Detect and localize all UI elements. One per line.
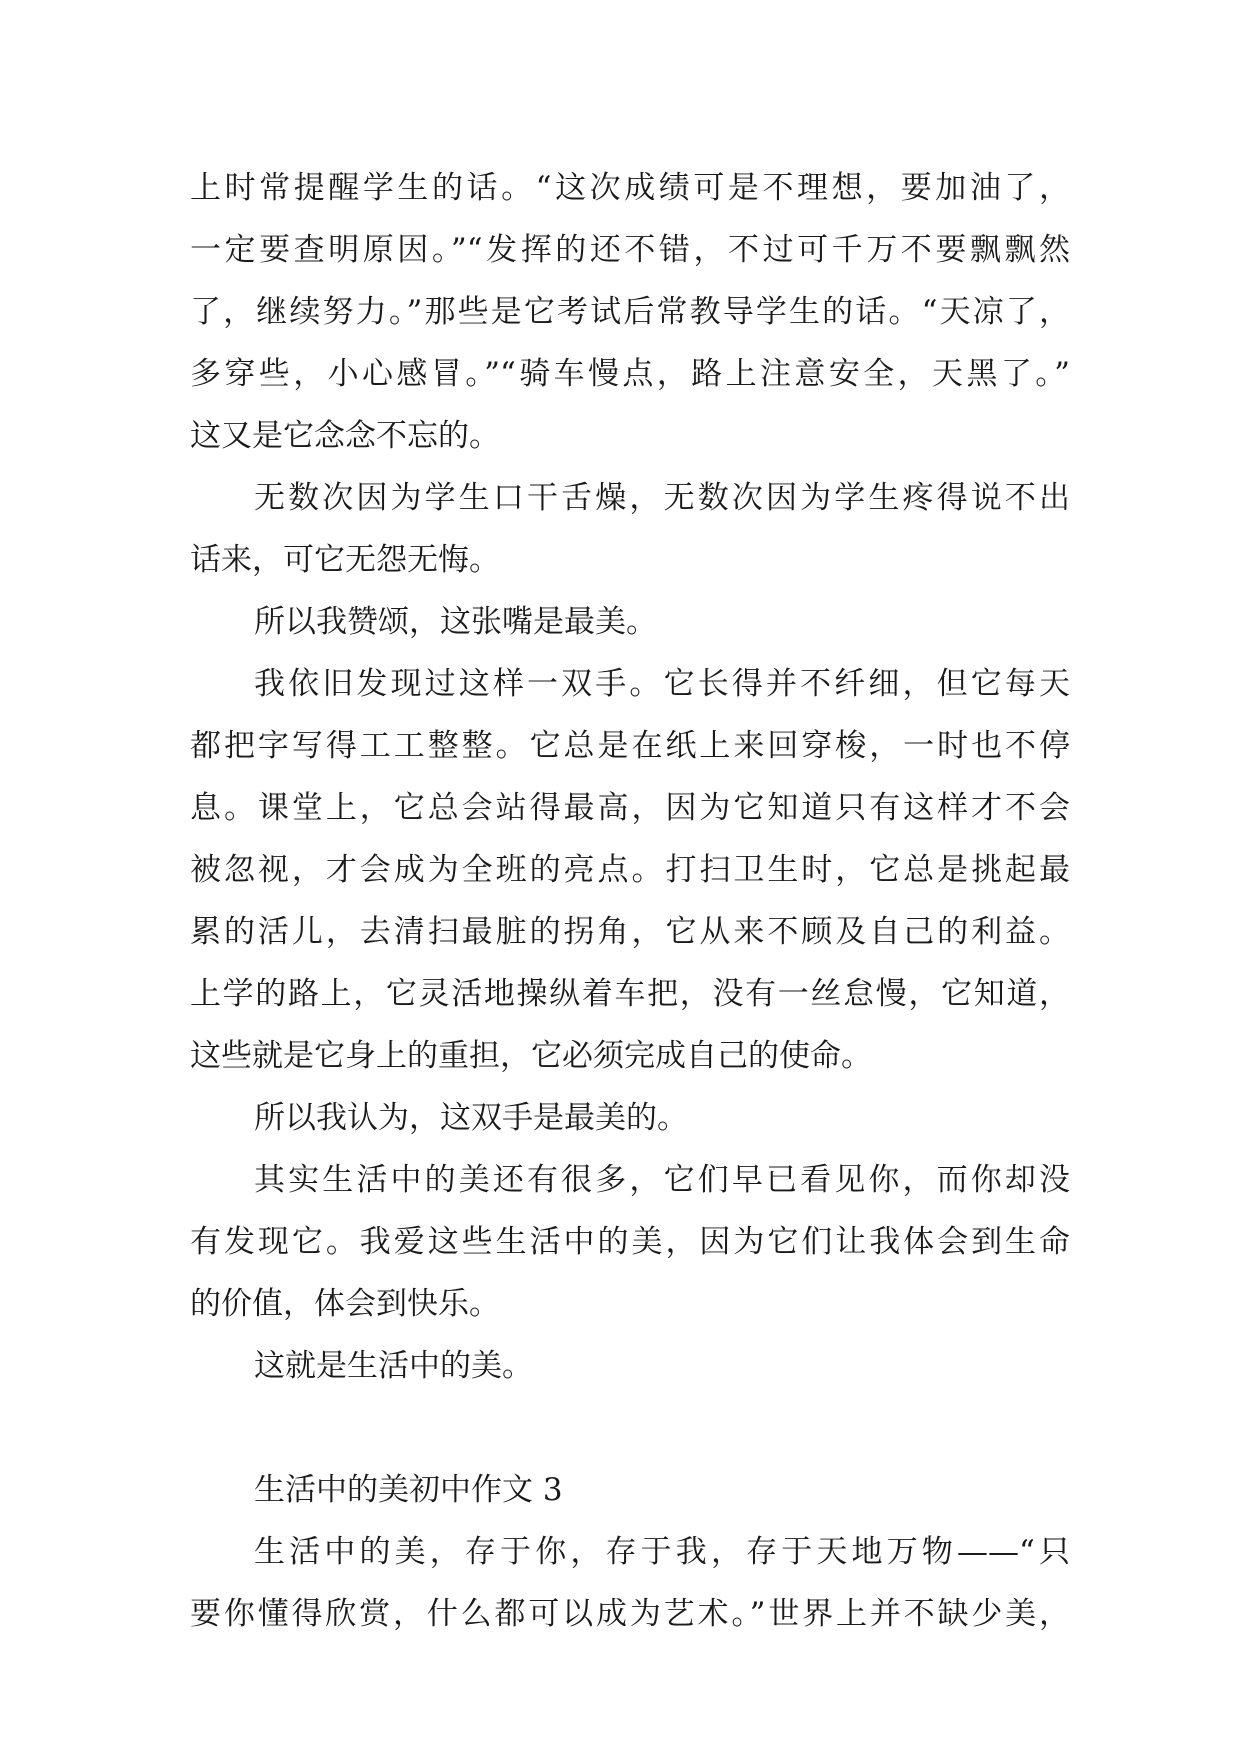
section-gap <box>190 1397 1070 1459</box>
text-line: 累的活儿，去清扫最脏的拐角，它从来不顾及自己的利益。 <box>190 914 1070 950</box>
text-line: 要你懂得欣赏，什么都可以成为艺术。”世界上并不缺少美， <box>190 1596 1070 1632</box>
text-line: 这又是它念念不忘的。 <box>190 418 500 454</box>
paragraph-start-line: 无数次因为学生口干舌燥，无数次因为学生疼得说不出 <box>254 480 1070 516</box>
text-line: 了，继续努力。”那些是它考试后常教导学生的话。“天凉了， <box>190 294 1070 330</box>
section-heading: 生活中的美初中作文 3 <box>254 1472 563 1508</box>
essay-body <box>190 157 1070 1645</box>
text-line: 上学的路上，它灵活地操纵着车把，没有一丝怠慢，它知道， <box>190 976 1070 1012</box>
paragraph-start-line: 所以我认为，这双手是最美的。 <box>254 1100 688 1136</box>
paragraph-start-line: 这就是生活中的美。 <box>254 1348 533 1384</box>
text-line: 这些就是它身上的重担，它必须完成自己的使命。 <box>190 1038 872 1074</box>
text-line: 息。课堂上，它总会站得最高，因为它知道只有这样才不会 <box>190 790 1070 826</box>
text-line: 一定要查明原因。”“发挥的还不错，不过可千万不要飘飘然 <box>190 232 1070 268</box>
text-line: 多穿些，小心感冒。”“骑车慢点，路上注意安全，天黑了。” <box>190 356 1070 392</box>
text-line: 被忽视，才会成为全班的亮点。打扫卫生时，它总是挑起最 <box>190 852 1070 888</box>
text-line: 有发现它。我爱这些生活中的美，因为它们让我体会到生命 <box>190 1224 1070 1260</box>
paragraph-start-line: 所以我赞颂，这张嘴是最美。 <box>254 604 657 640</box>
paragraph-start-line: 生活中的美，存于你，存于我，存于天地万物——“只 <box>254 1534 1070 1570</box>
text-line: 话来，可它无怨无悔。 <box>190 542 500 578</box>
text-line: 上时常提醒学生的话。“这次成绩可是不理想，要加油了， <box>190 170 1070 206</box>
text-line: 的价值，体会到快乐。 <box>190 1286 500 1322</box>
text-line: 都把字写得工工整整。它总是在纸上来回穿梭，一时也不停 <box>190 728 1070 764</box>
paragraph-start-line: 其实生活中的美还有很多，它们早已看见你，而你却没 <box>254 1162 1070 1198</box>
paragraph-start-line: 我依旧发现过这样一双手。它长得并不纤细，但它每天 <box>254 666 1070 702</box>
